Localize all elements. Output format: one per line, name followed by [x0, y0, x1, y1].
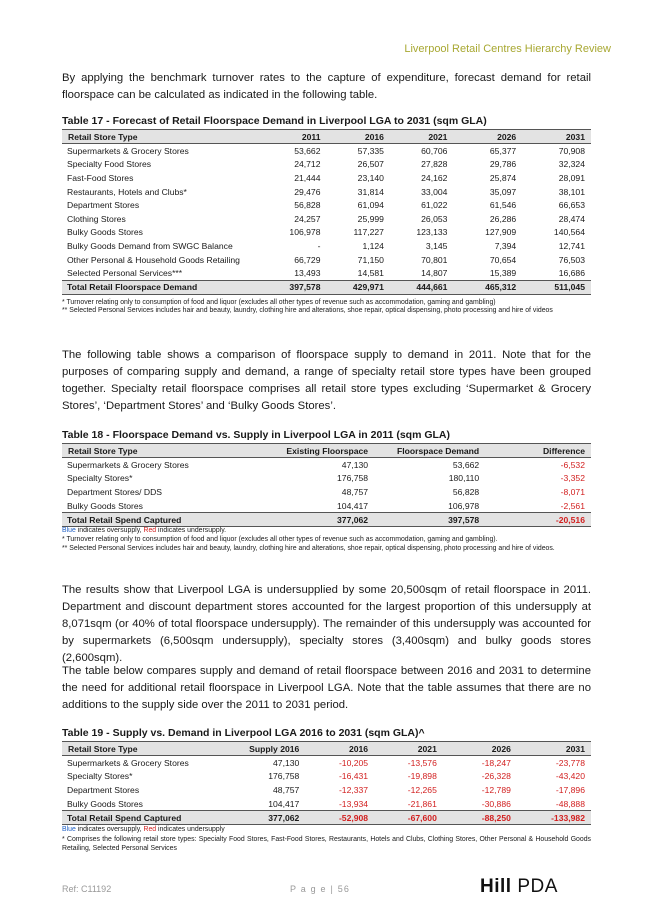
table-cell: 23,140 [357, 172, 384, 183]
table-cell: 104,417 [337, 500, 369, 511]
row-label: Supermarkets & Grocery Stores [67, 459, 189, 470]
table17 [62, 129, 591, 295]
table-row [62, 499, 591, 513]
table-cell: -52,908 [305, 811, 374, 825]
table17-note-1: * Turnover relating only to consumption of food and liquor (excludes all other types of revenue such as accommodation, gaming and gambling) [62, 299, 496, 306]
column-header: 2026 [453, 130, 522, 144]
row-label: Specialty Stores* [67, 771, 133, 782]
column-header: Supply 2016 [226, 742, 305, 756]
table-cell: 76,503 [558, 254, 585, 265]
table-header-row [62, 130, 591, 144]
table-cell: 511,045 [522, 280, 591, 294]
table-cell: -12,265 [407, 784, 437, 795]
table-cell: 31,814 [357, 186, 384, 197]
row-label: Specialty Food Stores [67, 159, 152, 170]
legend-blue: Blue [62, 527, 76, 534]
total-row [62, 513, 591, 527]
table-cell: 140,564 [553, 227, 585, 238]
table-cell: 15,389 [489, 268, 517, 279]
table-cell: -6,532 [560, 459, 585, 470]
table-cell: -21,861 [407, 798, 437, 809]
table-cell: -18,247 [481, 757, 511, 768]
table-cell: 48,757 [341, 486, 369, 497]
table-cell: 16,686 [558, 268, 585, 279]
table-cell: 66,729 [294, 254, 321, 265]
table-header-row [62, 444, 591, 458]
table-cell: 397,578 [263, 280, 326, 294]
logo-sub: PDA [511, 876, 558, 897]
table-cell: 429,971 [327, 280, 390, 294]
column-header: Retail Store Type [62, 130, 263, 144]
table-cell: 47,130 [341, 459, 369, 470]
row-label: Total Retail Floorspace Demand [62, 280, 263, 294]
table-cell: 61,022 [421, 200, 448, 211]
table-row [62, 458, 591, 472]
table-cell: 70,801 [421, 254, 448, 265]
table-cell: 1,124 [362, 240, 384, 251]
table-cell: 24,712 [294, 159, 321, 170]
table-cell: 61,094 [357, 200, 384, 211]
table-cell: 29,786 [489, 159, 517, 170]
row-label: Total Retail Spend Captured [62, 513, 263, 527]
table-cell: - [317, 240, 321, 251]
table-cell: -2,561 [560, 500, 585, 511]
table-cell: 13,493 [294, 268, 321, 279]
table-row [62, 226, 591, 240]
table-cell: 465,312 [453, 280, 522, 294]
table-cell: 32,324 [558, 159, 585, 170]
table-cell: 26,286 [489, 213, 517, 224]
legend-red: Red [143, 527, 157, 534]
table-row [62, 472, 591, 486]
legend-text-end: indicates undersupply [156, 826, 225, 833]
table-cell: -48,888 [555, 798, 585, 809]
table19-legend [62, 826, 591, 835]
hill-pda-logo [480, 876, 558, 898]
legend-text: indicates oversupply, [75, 527, 144, 534]
table-cell: 27,828 [421, 159, 448, 170]
legend-red: Red [143, 826, 157, 833]
table-cell: 29,476 [294, 186, 321, 197]
table-cell: 48,757 [273, 784, 300, 795]
table-cell: -13,934 [338, 798, 369, 809]
row-label: Bulky Goods Stores [67, 227, 143, 238]
table-cell: -19,898 [407, 771, 437, 782]
legend-text: indicates oversupply, [75, 826, 144, 833]
table-row [62, 212, 591, 226]
table-cell: -16,431 [338, 771, 369, 782]
table-header-row [62, 742, 591, 756]
table-cell: 117,227 [353, 227, 384, 238]
table-row [62, 266, 591, 280]
supply-demand-paragraph: The table below compares supply and demand of retail floorspace between 2016 and 2031 to determine the need for additional retail floorspace in Liverpool LGA. Note that the table assumes that there are no additions to the supply side over the 2011 to 2031 period. [62, 665, 591, 711]
row-label: Department Stores [67, 784, 140, 795]
row-label: Bulky Goods Stores [67, 798, 143, 809]
table-row [62, 198, 591, 212]
table-cell: 35,097 [489, 186, 517, 197]
table-cell: 61,546 [489, 200, 517, 211]
table-cell: 71,150 [357, 254, 384, 265]
table-cell: 377,062 [226, 811, 305, 825]
table-cell: -30,886 [481, 798, 511, 809]
table17-note-2: ** Selected Personal Services includes hair and beauty, laundry, clothing hire and alterations, shoe repair, optical dispensing, photo processing and hire of videos [62, 307, 553, 314]
table-cell: -17,896 [555, 784, 585, 795]
table17-caption: Table 17 - Forecast of Retail Floorspace Demand in Liverpool LGA to 2031 (sqm GLA) [62, 115, 487, 127]
table19 [62, 741, 591, 825]
column-header: Existing Floorspace [263, 444, 374, 458]
table-cell: 65,377 [489, 145, 517, 156]
table19-caption: Table 19 - Supply vs. Demand in Liverpool LGA 2016 to 2031 (sqm GLA)^ [62, 727, 425, 739]
column-header: 2026 [443, 742, 517, 756]
column-header: 2021 [374, 742, 443, 756]
table-cell: 176,758 [337, 473, 369, 484]
row-label: Specialty Stores* [67, 473, 133, 484]
table-cell: -20,516 [485, 513, 591, 527]
table-cell: -12,337 [338, 784, 369, 795]
table18-legend [62, 527, 591, 536]
table-cell: -133,982 [517, 811, 591, 825]
table-cell: 104,417 [268, 798, 300, 809]
table-row [62, 797, 591, 811]
row-label: Selected Personal Services*** [67, 268, 183, 279]
table18-note-2: ** Selected Personal Services includes hair and beauty, laundry, clothing hire and alterations, shoe repair, optical dispensing, photo processing and hire of videos. [62, 545, 555, 552]
table-cell: 53,662 [294, 145, 321, 156]
row-label: Bulky Goods Stores [67, 500, 143, 511]
table-cell: 57,335 [357, 145, 384, 156]
table-cell: -88,250 [443, 811, 517, 825]
row-label: Department Stores [67, 200, 140, 211]
intro-paragraph: By applying the benchmark turnover rates to the capture of expenditure, forecast demand for retail floorspace can be calculated as indicated in the following table. [62, 72, 591, 101]
table-cell: 21,444 [294, 172, 321, 183]
row-label: Department Stores/ DDS [67, 486, 163, 497]
table-row [62, 485, 591, 499]
table-cell: 25,999 [357, 213, 384, 224]
table-cell: 38,101 [558, 186, 585, 197]
row-label: Bulky Goods Demand from SWGC Balance [67, 240, 233, 251]
table-cell: 127,909 [485, 227, 517, 238]
table-row [62, 144, 591, 158]
column-header: Floorspace Demand [374, 444, 485, 458]
column-header: 2016 [305, 742, 374, 756]
table-cell: 14,807 [421, 268, 448, 279]
column-header: 2031 [522, 130, 591, 144]
table19-note-1: * Comprises the following retail store types: Specialty Food Stores, Fast-Food Stores, Restaurants, Hotels and Clubs, Clothing Stores, Other Personal & Household Goods Retailing, Selected Personal Services [62, 836, 591, 852]
table18 [62, 443, 591, 527]
table-cell: 56,828 [294, 200, 321, 211]
table-cell: 7,394 [494, 240, 517, 251]
table-cell: -43,420 [555, 771, 585, 782]
column-header: Retail Store Type [62, 742, 226, 756]
comparison-paragraph: The following table shows a comparison of floorspace supply to demand in 2011. Note that for the purposes of comparing supply and demand, a range of specialty retail store types have been grouped together. Specialty retail floorspace comprises all retail store types excluding ‘Supermarket & Grocery Stores’, ‘Department Stores’ and ‘Bulky Goods Stores’. [62, 349, 591, 412]
page-header: Liverpool Retail Centres Hierarchy Review [404, 43, 611, 55]
table-cell: 33,004 [421, 186, 448, 197]
table-cell: 180,110 [448, 473, 480, 484]
table-cell: -3,352 [560, 473, 585, 484]
table-cell: 24,162 [421, 172, 448, 183]
table-cell: 176,758 [268, 771, 300, 782]
total-row [62, 811, 591, 825]
page-number: P a g e | 56 [290, 884, 351, 894]
footer-reference: Ref: C11192 [62, 884, 112, 894]
table-cell: 56,828 [452, 486, 480, 497]
table18-note-1: * Turnover relating only to consumption of food and liquor (excludes all other types of revenue such as accommodation, gaming and gambling). [62, 536, 498, 543]
results-paragraph: The results show that Liverpool LGA is undersupplied by some 20,500sqm of retail floorspace in 2011. Department and discount department stores accounted for the largest proportion of this undersupply at 8,071sqm (or 40% of total floorspace undersupply). The remainder of this undersupply was accounted for by supermarkets (6,500sqm undersupply), specialty stores (3,400sqm) and bulky goods stores (2,600sqm). [62, 584, 591, 664]
row-label: Supermarkets & Grocery Stores [67, 145, 189, 156]
row-label: Supermarkets & Grocery Stores [67, 757, 189, 768]
column-header: 2016 [327, 130, 390, 144]
row-label: Restaurants, Hotels and Clubs* [67, 186, 187, 197]
table-cell: 47,130 [273, 757, 300, 768]
table-row [62, 185, 591, 199]
table-cell: 28,091 [558, 172, 585, 183]
table-cell: -26,328 [481, 771, 511, 782]
table-row [62, 253, 591, 267]
table-cell: 106,978 [289, 227, 321, 238]
row-label: Fast-Food Stores [67, 172, 134, 183]
table-cell: 26,053 [421, 213, 448, 224]
total-row [62, 280, 591, 294]
table-cell: 70,654 [489, 254, 517, 265]
table-cell: 3,145 [425, 240, 448, 251]
table-cell: 60,706 [421, 145, 448, 156]
table-cell: -13,576 [407, 757, 437, 768]
table-row [62, 756, 591, 770]
table-row [62, 239, 591, 253]
column-header: Difference [485, 444, 591, 458]
row-label: Total Retail Spend Captured [62, 811, 226, 825]
table-row [62, 171, 591, 185]
table-row [62, 158, 591, 172]
table-cell: 53,662 [452, 459, 480, 470]
table-cell: 444,661 [390, 280, 453, 294]
table-cell: 12,741 [558, 240, 585, 251]
legend-text-end: indicates undersupply. [156, 527, 227, 534]
column-header: Retail Store Type [62, 444, 263, 458]
table-cell: 28,474 [558, 213, 585, 224]
table-row [62, 770, 591, 784]
logo-main: Hill [480, 876, 512, 897]
table-cell: 377,062 [263, 513, 374, 527]
table-cell: 70,908 [558, 145, 585, 156]
table-cell: -23,778 [555, 757, 585, 768]
table-cell: -8,071 [560, 486, 585, 497]
legend-blue: Blue [62, 826, 76, 833]
table-row [62, 783, 591, 797]
table-cell: 25,874 [489, 172, 517, 183]
column-header: 2031 [517, 742, 591, 756]
table-cell: 397,578 [374, 513, 485, 527]
table-cell: 66,653 [558, 200, 585, 211]
row-label: Clothing Stores [67, 213, 126, 224]
table-cell: -67,600 [374, 811, 443, 825]
column-header: 2011 [263, 130, 326, 144]
table-cell: 14,581 [357, 268, 384, 279]
table-cell: 106,978 [448, 500, 480, 511]
row-label: Other Personal & Household Goods Retailing [67, 254, 240, 265]
table-cell: 24,257 [294, 213, 321, 224]
table-cell: 123,133 [416, 227, 448, 238]
table-cell: -10,205 [338, 757, 369, 768]
table-cell: -12,789 [481, 784, 511, 795]
column-header: 2021 [390, 130, 453, 144]
table18-caption: Table 18 - Floorspace Demand vs. Supply in Liverpool LGA in 2011 (sqm GLA) [62, 429, 451, 441]
table-cell: 26,507 [357, 159, 384, 170]
